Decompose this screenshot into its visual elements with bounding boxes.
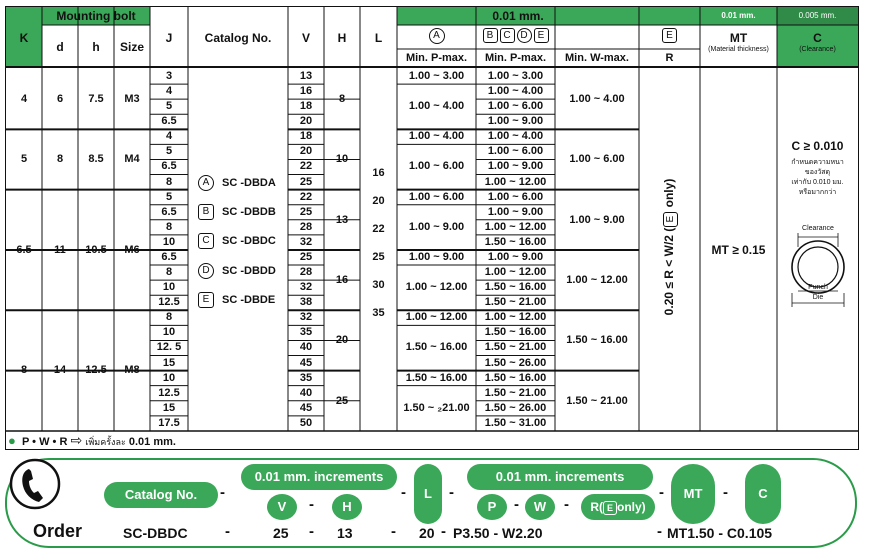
header-mt: MT (729, 31, 748, 45)
p-max-bcde-value: 1.00 ~ 9.00 (487, 250, 544, 263)
j-value: 8 (165, 220, 173, 233)
header-e: E (639, 28, 700, 43)
example-v: 25 (273, 525, 289, 541)
spec-table (5, 6, 859, 450)
p-max-bcde-value: 1.00 ~ 12.00 (484, 220, 547, 233)
mt-oval: MT (671, 464, 715, 524)
group-k: 4 (20, 93, 28, 105)
c-value: C ≥ 0.010 (791, 139, 844, 153)
j-value: 6.5 (161, 115, 177, 128)
j-value: 4 (165, 85, 173, 98)
p-max-a-value: 1.00 ~ 9.00 (408, 220, 465, 233)
p-max-a-value: 1.00 ~ 9.00 (408, 250, 465, 263)
group-d: 14 (53, 364, 67, 377)
v-value: 28 (299, 266, 313, 279)
example-pw: P3.50 - W2.20 (453, 525, 543, 541)
order-word: Order (33, 521, 83, 541)
catalog-e: E SC -DBDE (198, 292, 275, 308)
header-d: d (56, 40, 64, 54)
h-value: 25 (335, 394, 349, 407)
p-max-bcde-value: 1.50 ~ 16.00 (484, 326, 547, 339)
j-value: 12.5 (158, 386, 180, 399)
w-max-value: 1.50 ~ 16.00 (566, 334, 628, 347)
group-k: 5 (20, 153, 28, 166)
group-h: 7.5 (88, 93, 104, 105)
j-value: 15 (162, 401, 176, 414)
j-value: 17.5 (158, 416, 180, 429)
j-value: 5 (165, 190, 173, 203)
v-value: 16 (299, 85, 313, 98)
j-value: 6.5 (161, 205, 177, 218)
j-value: 3 (165, 70, 173, 82)
p-max-bcde-value: 1.50 ~ 21.00 (484, 386, 547, 399)
h-value: 8 (338, 93, 346, 105)
p-max-bcde-value: 1.00 ~ 6.00 (487, 145, 544, 158)
j-value: 10 (162, 326, 176, 339)
v-value: 20 (299, 145, 313, 158)
p-max-bcde-value: 1.00 ~ 4.00 (487, 130, 544, 143)
w-max-value: 1.50 ~ 21.00 (566, 394, 628, 407)
p-max-bcde-value: 1.00 ~ 12.00 (484, 175, 547, 188)
p-max-bcde-value: 1.50 ~ 16.00 (484, 281, 547, 294)
increment-legend: ● P • W • R ⇨ เพิ่มครั้งละ 0.01 mm. (8, 432, 176, 448)
header-catalog-no: Catalog No. (204, 31, 272, 45)
h-value: 20 (335, 334, 349, 347)
v-value: 25 (299, 250, 313, 263)
header-inc-0005: 0.005 mm. (798, 11, 837, 20)
p-max-bcde-value: 1.00 ~ 3.00 (487, 70, 544, 82)
l-value-16: 16 (372, 167, 385, 179)
group-h: 10.5 (85, 243, 107, 256)
l-value-30: 30 (372, 279, 385, 291)
w-max-value: 1.00 ~ 4.00 (569, 93, 625, 105)
j-value: 12.5 (158, 296, 180, 309)
header-r: R (665, 52, 674, 64)
header-h2: H (337, 31, 347, 45)
p-max-a-value: 1.00 ~ 3.00 (408, 70, 465, 82)
p-max-a-value: 1.00 ~ 4.00 (408, 100, 465, 113)
v-value: 40 (299, 386, 313, 399)
l-value-35: 35 (372, 307, 385, 319)
catalog-no-pill: Catalog No. (104, 482, 218, 508)
p-max-bcde-value: 1.50 ~ 16.00 (484, 371, 547, 384)
p-max-a-value: 1.50 ~ 16.00 (405, 341, 468, 354)
v-value: 32 (299, 311, 313, 324)
p-max-bcde-value: 1.50 ~ 26.00 (484, 356, 547, 369)
example-mt-c: MT1.50 - C0.105 (667, 525, 773, 541)
header-min-pmax-a: Min. P-max. (405, 52, 468, 64)
v-value: 35 (299, 326, 313, 339)
header-c: C (813, 31, 822, 45)
group-d: 11 (54, 243, 66, 256)
j-value: 10 (162, 281, 176, 294)
phone-icon (9, 458, 65, 514)
v-value: 28 (299, 220, 313, 233)
v-value: 18 (299, 130, 313, 143)
group-size: M6 (124, 243, 140, 256)
header-c-sub: (Clearance) (799, 46, 836, 53)
mt-value: MT ≥ 0.15 (711, 243, 766, 257)
p-max-bcde-value: 1.50 ~ 16.00 (484, 235, 547, 248)
v-oval: V (267, 494, 297, 520)
v-value: 45 (299, 356, 313, 369)
v-value: 13 (299, 70, 313, 82)
catalog-b: B SC -DBDB (198, 204, 276, 220)
p-max-bcde-value: 1.00 ~ 6.00 (487, 100, 544, 113)
v-value: 18 (299, 100, 313, 113)
p-max-a-value: 1.00 ~ 6.00 (408, 160, 465, 173)
clearance-label: Clearance (802, 225, 834, 232)
v-value: 25 (299, 175, 313, 188)
order-format: Order Catalog No. - 0.01 mm. increments V - H - L - 0.01 mm. increments P - W - R( E only) - MT - C SC-DBDC - 25 - 13 - 20 - P3.50 - W2.20 - MT1.50 - C0.105 (5, 458, 857, 548)
header-mounting-bolt: Mounting bolt (56, 9, 136, 23)
header-min-wmax: Min. W-max. (565, 52, 629, 64)
w-max-value: 1.00 ~ 6.00 (569, 153, 625, 166)
j-value: 10 (162, 371, 176, 384)
w-oval: W (525, 494, 555, 520)
h-oval: H (332, 494, 362, 520)
l-value-20: 20 (372, 195, 385, 207)
j-value: 5 (165, 100, 173, 113)
clearance-diagram (782, 223, 854, 315)
c-note-3: เท่ากับ 0.010 มม. (791, 179, 844, 186)
header-h: h (92, 40, 100, 54)
group-d: 8 (56, 153, 64, 166)
example-l: 20 (419, 525, 435, 541)
p-max-bcde-value: 1.00 ~ 4.00 (487, 85, 544, 98)
l-value-22: 22 (372, 223, 385, 235)
p-max-a-value: 1.00 ~ 4.00 (408, 130, 465, 143)
header-min-pmax-bcde: Min. P-max. (484, 52, 547, 64)
p-max-a-value: 1.00 ~ 12.00 (405, 281, 468, 294)
example-catalog: SC-DBDC (123, 525, 188, 541)
p-max-bcde-value: 1.50 ~ 31.00 (484, 416, 547, 429)
header-size: Size (119, 40, 144, 54)
p-max-a-value: 1.50 ~ ₂21.00 (403, 401, 470, 414)
increment-pill-1: 0.01 mm. increments (241, 464, 397, 490)
increment-pill-2: 0.01 mm. increments (467, 464, 653, 490)
header-v: V (301, 31, 310, 45)
header-bcde: B C D E (476, 28, 555, 43)
w-max-value: 1.00 ~ 12.00 (566, 273, 628, 286)
p-max-a-value: 1.00 ~ 12.00 (405, 311, 468, 324)
p-oval: P (477, 494, 507, 520)
p-max-bcde-value: 1.50 ~ 26.00 (484, 401, 547, 414)
header-mt-sub: (Material thickness) (708, 46, 769, 53)
j-value: 8 (165, 311, 173, 324)
j-value: 6.5 (161, 250, 177, 263)
p-max-bcde-value: 1.00 ~ 9.00 (487, 115, 544, 128)
w-max-value: 1.00 ~ 9.00 (569, 213, 625, 226)
group-k: 8 (20, 364, 28, 377)
p-max-bcde-value: 1.00 ~ 9.00 (487, 205, 544, 218)
v-value: 32 (299, 281, 313, 294)
punch-label: Punch (808, 284, 828, 291)
h-value: 16 (335, 273, 349, 286)
header-j: J (165, 31, 173, 45)
die-label: Die (812, 294, 824, 301)
c-note-4: หรือมากกว่า (798, 189, 837, 196)
h-value: 13 (335, 213, 349, 226)
arrow-icon: ⇨ (70, 432, 83, 448)
j-value: 8 (165, 266, 173, 279)
v-value: 22 (299, 190, 313, 203)
catalog-a: A SC -DBDA (198, 175, 276, 191)
c-note-1: กำหนดความหนา (791, 159, 844, 166)
v-value: 50 (299, 416, 313, 429)
v-value: 35 (299, 371, 313, 384)
v-value: 45 (299, 401, 313, 414)
p-max-bcde-value: 1.00 ~ 6.00 (487, 190, 544, 203)
c-oval: C (745, 464, 781, 524)
catalog-c: C SC -DBDC (198, 233, 276, 249)
group-size: M3 (124, 93, 140, 105)
r-pill: R( E only) (581, 494, 655, 520)
group-h: 8.5 (88, 153, 104, 166)
v-value: 25 (299, 205, 313, 218)
v-value: 22 (299, 160, 313, 173)
p-max-bcde-value: 1.00 ~ 12.00 (484, 266, 547, 279)
j-value: 5 (165, 145, 173, 158)
header-inc-001: 0.01 mm. (492, 9, 544, 23)
v-value: 20 (299, 115, 313, 128)
p-max-bcde-value: 1.50 ~ 21.00 (484, 296, 547, 309)
v-value: 40 (299, 341, 313, 354)
group-size: M8 (124, 364, 140, 377)
group-h: 12.5 (85, 364, 107, 377)
header-inc-001-mt: 0.01 mm. (721, 11, 756, 20)
h-value: 10 (335, 153, 349, 166)
v-value: 38 (299, 296, 313, 309)
r-formula: 0.20 ≤ R < W/2 (E only) (662, 178, 676, 316)
j-value: 8 (165, 175, 173, 188)
c-note-2: ของวัสดุ (804, 169, 831, 176)
header-a: A (397, 28, 476, 44)
p-max-bcde-value: 1.00 ~ 9.00 (487, 160, 544, 173)
group-size: M4 (124, 153, 140, 166)
j-value: 12. 5 (156, 341, 182, 354)
j-value: 6.5 (161, 160, 177, 173)
j-value: 15 (162, 356, 176, 369)
j-value: 4 (165, 130, 173, 143)
catalog-d: D SC -DBDD (198, 263, 276, 279)
p-max-a-value: 1.50 ~ 16.00 (405, 371, 468, 384)
p-max-bcde-value: 1.50 ~ 21.00 (484, 341, 547, 354)
group-k: 6.5 (16, 243, 32, 256)
p-max-a-value: 1.00 ~ 6.00 (408, 190, 465, 203)
l-oval: L (414, 464, 442, 524)
group-d: 6 (56, 93, 64, 105)
p-max-bcde-value: 1.00 ~ 12.00 (484, 311, 547, 324)
l-value-25: 25 (372, 251, 385, 263)
v-value: 32 (299, 235, 313, 248)
example-h: 13 (337, 525, 353, 541)
header-l: L (374, 31, 383, 45)
j-value: 10 (162, 235, 176, 248)
header-k: K (19, 31, 29, 45)
